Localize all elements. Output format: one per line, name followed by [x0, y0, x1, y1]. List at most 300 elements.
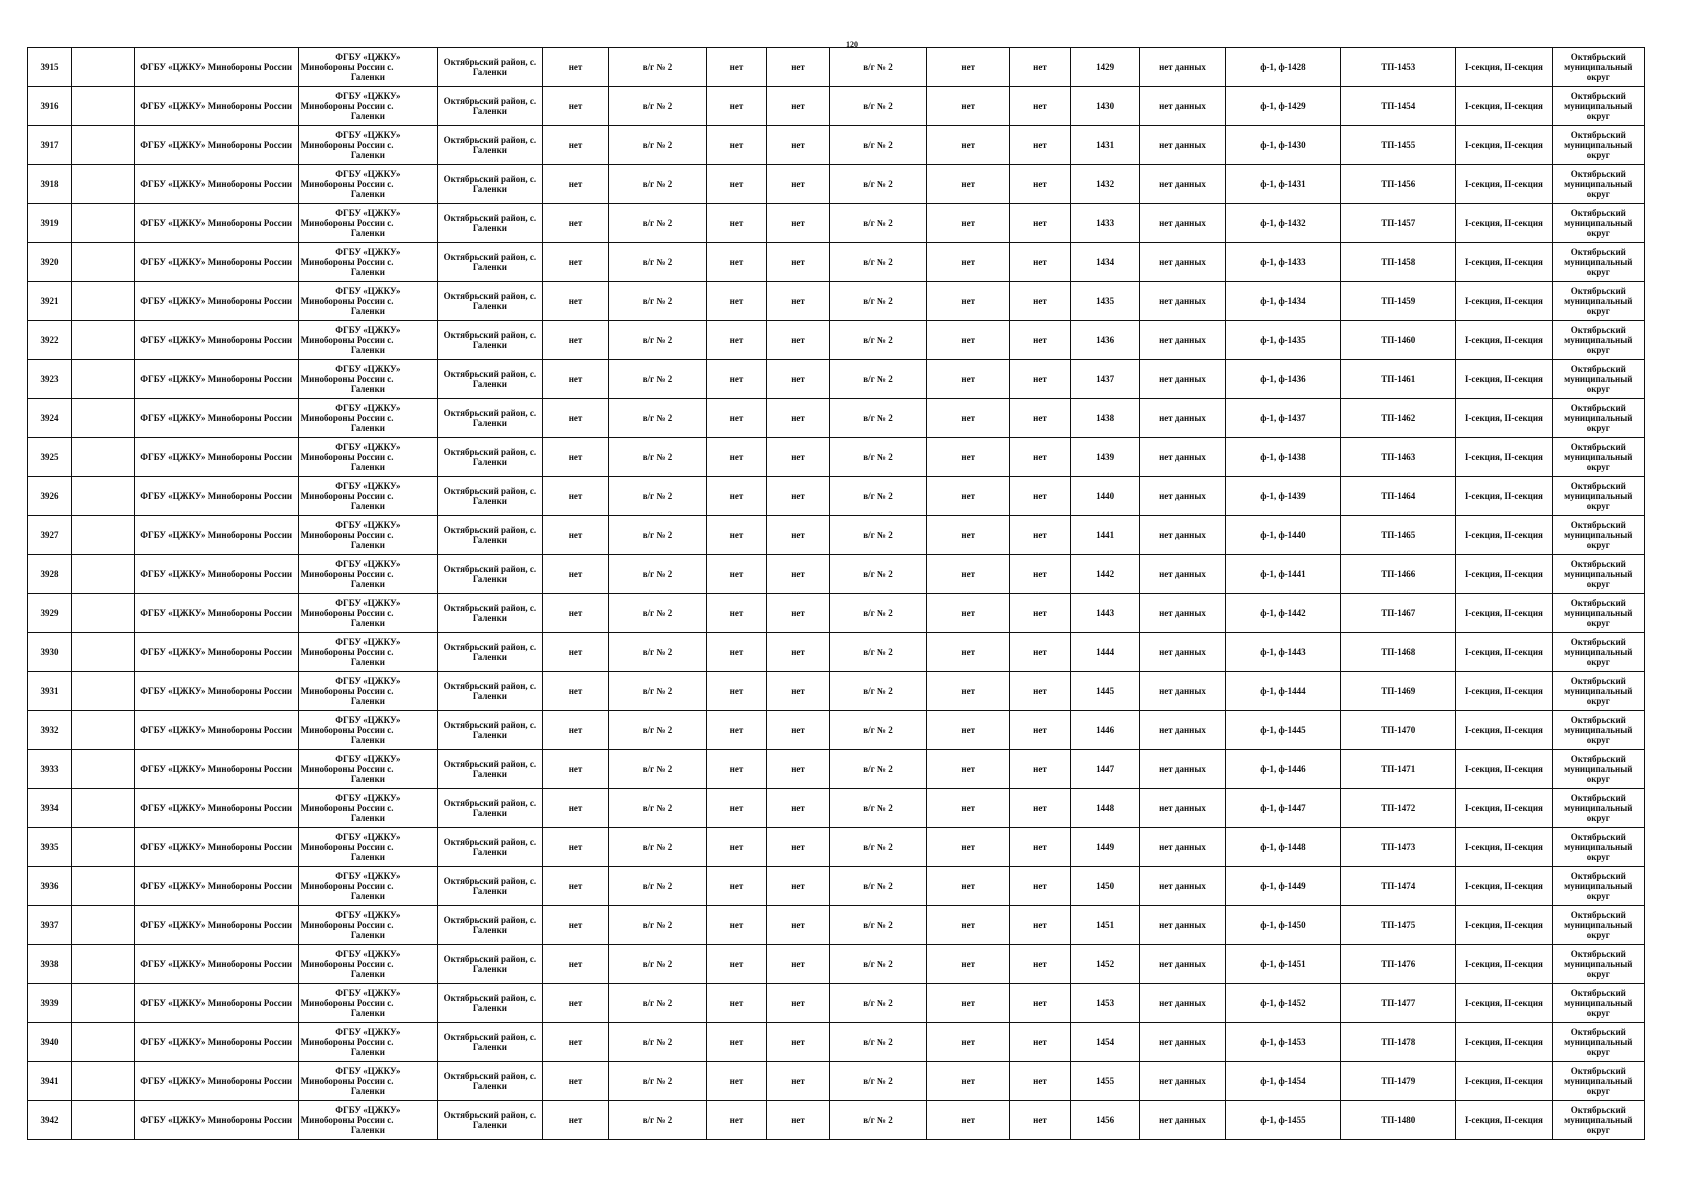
- flag-cell: нет: [542, 516, 609, 555]
- owner-cell: ФГБУ «ЦЖКУ» Минобороны России: [134, 243, 298, 282]
- flag-cell: нет: [927, 360, 1010, 399]
- military-town-cell: в/г № 2: [609, 321, 706, 360]
- table-row: [28, 87, 1645, 126]
- feeder-cell: ф-1, ф-1434: [1225, 282, 1341, 321]
- flag-cell: нет: [706, 165, 766, 204]
- owner-detail-line: Минобороны России с.: [300, 374, 394, 384]
- address-cell: Октябрьский район, с. Галенки: [438, 1101, 543, 1140]
- owner-detail-line: Галенки: [350, 384, 385, 394]
- empty-cell: [72, 555, 135, 594]
- owner-cell: ФГБУ «ЦЖКУ» Минобороны России: [134, 828, 298, 867]
- object-id-cell: 1456: [1070, 1101, 1140, 1140]
- empty-cell: [72, 906, 135, 945]
- section-cell: I-секция, II-секция: [1456, 165, 1552, 204]
- flag-cell: нет: [1010, 204, 1070, 243]
- military-town-cell: в/г № 2: [829, 555, 926, 594]
- object-id-cell: 1432: [1070, 165, 1140, 204]
- military-town-cell: в/г № 2: [609, 48, 706, 87]
- row-number-cell: 3921: [28, 282, 72, 321]
- address-cell: Октябрьский район, с. Галенки: [438, 399, 543, 438]
- section-cell: I-секция, II-секция: [1456, 711, 1552, 750]
- section-cell: I-секция, II-секция: [1456, 750, 1552, 789]
- owner-detail-line: Минобороны России с.: [300, 803, 394, 813]
- flag-cell: нет: [767, 945, 830, 984]
- section-cell: I-секция, II-секция: [1456, 633, 1552, 672]
- flag-cell: нет: [927, 282, 1010, 321]
- table-row: [28, 165, 1645, 204]
- empty-cell: [72, 633, 135, 672]
- section-cell: I-секция, II-секция: [1456, 1062, 1552, 1101]
- flag-cell: нет: [767, 594, 830, 633]
- military-town-cell: в/г № 2: [609, 243, 706, 282]
- section-cell: I-секция, II-секция: [1456, 1023, 1552, 1062]
- substation-cell: ТП-1479: [1341, 1062, 1456, 1101]
- owner-detail-line: Минобороны России с.: [300, 1037, 394, 1047]
- feeder-cell: ф-1, ф-1446: [1225, 750, 1341, 789]
- owner-detail-line: Минобороны России с.: [300, 842, 394, 852]
- row-number-cell: 3926: [28, 477, 72, 516]
- flag-cell: нет: [706, 399, 766, 438]
- table-row: [28, 555, 1645, 594]
- military-town-cell: в/г № 2: [609, 1101, 706, 1140]
- owner-detail-line: Галенки: [350, 540, 385, 550]
- owner-detail-line: ФГБУ «ЦЖКУ»: [335, 871, 401, 881]
- flag-cell: нет: [927, 48, 1010, 87]
- military-town-cell: в/г № 2: [609, 282, 706, 321]
- flag-cell: нет: [1010, 87, 1070, 126]
- owner-cell: ФГБУ «ЦЖКУ» Минобороны России: [134, 594, 298, 633]
- flag-cell: нет: [927, 750, 1010, 789]
- flag-cell: нет: [927, 1062, 1010, 1101]
- flag-cell: нет: [706, 555, 766, 594]
- owner-detail-line: Минобороны России с.: [300, 1076, 394, 1086]
- flag-cell: нет: [767, 126, 830, 165]
- flag-cell: нет: [927, 594, 1010, 633]
- substation-cell: ТП-1471: [1341, 750, 1456, 789]
- flag-cell: нет: [1010, 672, 1070, 711]
- district-cell: Октябрьский муниципальный округ: [1552, 633, 1644, 672]
- flag-cell: нет: [542, 633, 609, 672]
- flag-cell: нет: [706, 321, 766, 360]
- flag-cell: нет: [1010, 906, 1070, 945]
- flag-cell: нет: [1010, 711, 1070, 750]
- flag-cell: нет: [706, 87, 766, 126]
- owner-detail-line: ФГБУ «ЦЖКУ»: [335, 559, 401, 569]
- data-status-cell: нет данных: [1140, 399, 1225, 438]
- military-town-cell: в/г № 2: [609, 87, 706, 126]
- flag-cell: нет: [1010, 945, 1070, 984]
- flag-cell: нет: [767, 516, 830, 555]
- owner-cell: ФГБУ «ЦЖКУ» Минобороны России: [134, 633, 298, 672]
- owner-detail-line: Минобороны России с.: [300, 569, 394, 579]
- flag-cell: нет: [542, 906, 609, 945]
- substation-cell: ТП-1468: [1341, 633, 1456, 672]
- address-cell: Октябрьский район, с. Галенки: [438, 594, 543, 633]
- flag-cell: нет: [706, 984, 766, 1023]
- flag-cell: нет: [1010, 633, 1070, 672]
- section-cell: I-секция, II-секция: [1456, 984, 1552, 1023]
- owner-detail-line: Галенки: [350, 228, 385, 238]
- object-id-cell: 1436: [1070, 321, 1140, 360]
- data-status-cell: нет данных: [1140, 243, 1225, 282]
- owner-detail-line: ФГБУ «ЦЖКУ»: [335, 130, 401, 140]
- section-cell: I-секция, II-секция: [1456, 87, 1552, 126]
- owner-detail-line: Галенки: [350, 735, 385, 745]
- flag-cell: нет: [542, 867, 609, 906]
- owner-detail-cell: [298, 282, 437, 321]
- empty-cell: [72, 477, 135, 516]
- address-cell: Октябрьский район, с. Галенки: [438, 1062, 543, 1101]
- data-status-cell: нет данных: [1140, 48, 1225, 87]
- flag-cell: нет: [767, 906, 830, 945]
- substation-cell: ТП-1465: [1341, 516, 1456, 555]
- empty-cell: [72, 204, 135, 243]
- feeder-cell: ф-1, ф-1449: [1225, 867, 1341, 906]
- owner-detail-line: Минобороны России с.: [300, 647, 394, 657]
- owner-detail-line: Минобороны России с.: [300, 959, 394, 969]
- flag-cell: нет: [1010, 516, 1070, 555]
- flag-cell: нет: [706, 48, 766, 87]
- flag-cell: нет: [927, 516, 1010, 555]
- flag-cell: нет: [767, 1023, 830, 1062]
- owner-detail-cell: [298, 516, 437, 555]
- substation-cell: ТП-1453: [1341, 48, 1456, 87]
- data-status-cell: нет данных: [1140, 945, 1225, 984]
- substation-cell: ТП-1473: [1341, 828, 1456, 867]
- object-id-cell: 1429: [1070, 48, 1140, 87]
- flag-cell: нет: [1010, 360, 1070, 399]
- table-row: [28, 399, 1645, 438]
- military-town-cell: в/г № 2: [829, 126, 926, 165]
- empty-cell: [72, 867, 135, 906]
- owner-detail-line: Галенки: [350, 72, 385, 82]
- section-cell: I-секция, II-секция: [1456, 945, 1552, 984]
- object-id-cell: 1452: [1070, 945, 1140, 984]
- flag-cell: нет: [767, 711, 830, 750]
- flag-cell: нет: [1010, 165, 1070, 204]
- flag-cell: нет: [927, 438, 1010, 477]
- table-row: [28, 1101, 1645, 1140]
- owner-detail-line: ФГБУ «ЦЖКУ»: [335, 208, 401, 218]
- flag-cell: нет: [706, 594, 766, 633]
- flag-cell: нет: [706, 477, 766, 516]
- empty-cell: [72, 438, 135, 477]
- empty-cell: [72, 360, 135, 399]
- military-town-cell: в/г № 2: [829, 594, 926, 633]
- empty-cell: [72, 282, 135, 321]
- feeder-cell: ф-1, ф-1447: [1225, 789, 1341, 828]
- substation-cell: ТП-1466: [1341, 555, 1456, 594]
- owner-detail-line: ФГБУ «ЦЖКУ»: [335, 325, 401, 335]
- row-number-cell: 3923: [28, 360, 72, 399]
- flag-cell: нет: [767, 555, 830, 594]
- owner-cell: ФГБУ «ЦЖКУ» Минобороны России: [134, 867, 298, 906]
- owner-detail-cell: [298, 399, 437, 438]
- owner-detail-line: Минобороны России с.: [300, 257, 394, 267]
- military-town-cell: в/г № 2: [829, 399, 926, 438]
- substation-cell: ТП-1463: [1341, 438, 1456, 477]
- table-row: [28, 672, 1645, 711]
- military-town-cell: в/г № 2: [609, 711, 706, 750]
- flag-cell: нет: [542, 438, 609, 477]
- substation-cell: ТП-1480: [1341, 1101, 1456, 1140]
- owner-cell: ФГБУ «ЦЖКУ» Минобороны России: [134, 126, 298, 165]
- data-status-cell: нет данных: [1140, 126, 1225, 165]
- military-town-cell: в/г № 2: [609, 555, 706, 594]
- address-cell: Октябрьский район, с. Галенки: [438, 282, 543, 321]
- flag-cell: нет: [542, 945, 609, 984]
- section-cell: I-секция, II-секция: [1456, 126, 1552, 165]
- owner-cell: ФГБУ «ЦЖКУ» Минобороны России: [134, 789, 298, 828]
- object-id-cell: 1442: [1070, 555, 1140, 594]
- owner-detail-line: Галенки: [350, 891, 385, 901]
- address-cell: Октябрьский район, с. Галенки: [438, 672, 543, 711]
- owner-detail-cell: [298, 633, 437, 672]
- owner-detail-line: ФГБУ «ЦЖКУ»: [335, 286, 401, 296]
- section-cell: I-секция, II-секция: [1456, 672, 1552, 711]
- object-id-cell: 1435: [1070, 282, 1140, 321]
- substation-cell: ТП-1474: [1341, 867, 1456, 906]
- feeder-cell: ф-1, ф-1436: [1225, 360, 1341, 399]
- row-number-cell: 3936: [28, 867, 72, 906]
- flag-cell: нет: [927, 126, 1010, 165]
- flag-cell: нет: [767, 399, 830, 438]
- section-cell: I-секция, II-секция: [1456, 828, 1552, 867]
- district-cell: Октябрьский муниципальный округ: [1552, 477, 1644, 516]
- district-cell: Октябрьский муниципальный округ: [1552, 828, 1644, 867]
- flag-cell: нет: [1010, 555, 1070, 594]
- table-row: [28, 321, 1645, 360]
- object-id-cell: 1448: [1070, 789, 1140, 828]
- military-town-cell: в/г № 2: [609, 867, 706, 906]
- empty-cell: [72, 399, 135, 438]
- district-cell: Октябрьский муниципальный округ: [1552, 165, 1644, 204]
- military-town-cell: в/г № 2: [609, 438, 706, 477]
- owner-detail-line: ФГБУ «ЦЖКУ»: [335, 754, 401, 764]
- data-status-cell: нет данных: [1140, 1023, 1225, 1062]
- row-number-cell: 3919: [28, 204, 72, 243]
- address-cell: Октябрьский район, с. Галенки: [438, 984, 543, 1023]
- military-town-cell: в/г № 2: [609, 750, 706, 789]
- military-town-cell: в/г № 2: [829, 516, 926, 555]
- section-cell: I-секция, II-секция: [1456, 360, 1552, 399]
- military-town-cell: в/г № 2: [829, 321, 926, 360]
- owner-detail-line: ФГБУ «ЦЖКУ»: [335, 1027, 401, 1037]
- military-town-cell: в/г № 2: [829, 672, 926, 711]
- substation-cell: ТП-1461: [1341, 360, 1456, 399]
- feeder-cell: ф-1, ф-1455: [1225, 1101, 1341, 1140]
- owner-cell: ФГБУ «ЦЖКУ» Минобороны России: [134, 984, 298, 1023]
- empty-cell: [72, 1062, 135, 1101]
- flag-cell: нет: [1010, 282, 1070, 321]
- flag-cell: нет: [927, 633, 1010, 672]
- page-number: 120: [846, 40, 858, 49]
- row-number-cell: 3931: [28, 672, 72, 711]
- owner-detail-line: Минобороны России с.: [300, 530, 394, 540]
- object-id-cell: 1454: [1070, 1023, 1140, 1062]
- data-status-cell: нет данных: [1140, 204, 1225, 243]
- flag-cell: нет: [706, 633, 766, 672]
- owner-cell: ФГБУ «ЦЖКУ» Минобороны России: [134, 1023, 298, 1062]
- flag-cell: нет: [1010, 867, 1070, 906]
- empty-cell: [72, 984, 135, 1023]
- owner-detail-line: Галенки: [350, 618, 385, 628]
- object-id-cell: 1455: [1070, 1062, 1140, 1101]
- district-cell: Октябрьский муниципальный округ: [1552, 516, 1644, 555]
- owner-detail-line: ФГБУ «ЦЖКУ»: [335, 1105, 401, 1115]
- row-number-cell: 3920: [28, 243, 72, 282]
- object-id-cell: 1438: [1070, 399, 1140, 438]
- object-id-cell: 1447: [1070, 750, 1140, 789]
- object-id-cell: 1443: [1070, 594, 1140, 633]
- owner-cell: ФГБУ «ЦЖКУ» Минобороны России: [134, 1062, 298, 1101]
- address-cell: Октябрьский район, с. Галенки: [438, 633, 543, 672]
- address-cell: Октябрьский район, с. Галенки: [438, 789, 543, 828]
- empty-cell: [72, 1101, 135, 1140]
- military-town-cell: в/г № 2: [829, 48, 926, 87]
- address-cell: Октябрьский район, с. Галенки: [438, 750, 543, 789]
- object-id-cell: 1430: [1070, 87, 1140, 126]
- data-status-cell: нет данных: [1140, 594, 1225, 633]
- military-town-cell: в/г № 2: [609, 1062, 706, 1101]
- substation-cell: ТП-1459: [1341, 282, 1456, 321]
- flag-cell: нет: [542, 828, 609, 867]
- row-number-cell: 3933: [28, 750, 72, 789]
- flag-cell: нет: [706, 204, 766, 243]
- feeder-cell: ф-1, ф-1450: [1225, 906, 1341, 945]
- flag-cell: нет: [927, 828, 1010, 867]
- flag-cell: нет: [706, 945, 766, 984]
- row-number-cell: 3942: [28, 1101, 72, 1140]
- object-id-cell: 1445: [1070, 672, 1140, 711]
- object-id-cell: 1434: [1070, 243, 1140, 282]
- military-town-cell: в/г № 2: [829, 867, 926, 906]
- row-number-cell: 3939: [28, 984, 72, 1023]
- flag-cell: нет: [927, 321, 1010, 360]
- district-cell: Октябрьский муниципальный округ: [1552, 204, 1644, 243]
- flag-cell: нет: [706, 516, 766, 555]
- table-row: [28, 906, 1645, 945]
- row-number-cell: 3929: [28, 594, 72, 633]
- district-cell: Октябрьский муниципальный округ: [1552, 438, 1644, 477]
- flag-cell: нет: [542, 789, 609, 828]
- district-cell: Октябрьский муниципальный округ: [1552, 750, 1644, 789]
- address-cell: Октябрьский район, с. Галенки: [438, 516, 543, 555]
- table-row: [28, 282, 1645, 321]
- owner-cell: ФГБУ «ЦЖКУ» Минобороны России: [134, 906, 298, 945]
- owner-detail-line: Галенки: [350, 501, 385, 511]
- owner-detail-line: Минобороны России с.: [300, 140, 394, 150]
- flag-cell: нет: [767, 438, 830, 477]
- object-id-cell: 1441: [1070, 516, 1140, 555]
- flag-cell: нет: [767, 828, 830, 867]
- owner-detail-line: Галенки: [350, 1008, 385, 1018]
- empty-cell: [72, 516, 135, 555]
- flag-cell: нет: [927, 1023, 1010, 1062]
- flag-cell: нет: [767, 477, 830, 516]
- flag-cell: нет: [1010, 1101, 1070, 1140]
- row-number-cell: 3930: [28, 633, 72, 672]
- data-status-cell: нет данных: [1140, 1062, 1225, 1101]
- owner-detail-line: Минобороны России с.: [300, 998, 394, 1008]
- substation-cell: ТП-1457: [1341, 204, 1456, 243]
- owner-cell: ФГБУ «ЦЖКУ» Минобороны России: [134, 1101, 298, 1140]
- data-status-cell: нет данных: [1140, 477, 1225, 516]
- owner-cell: ФГБУ «ЦЖКУ» Минобороны России: [134, 438, 298, 477]
- flag-cell: нет: [706, 906, 766, 945]
- owner-cell: ФГБУ «ЦЖКУ» Минобороны России: [134, 282, 298, 321]
- district-cell: Октябрьский муниципальный округ: [1552, 1101, 1644, 1140]
- military-town-cell: в/г № 2: [829, 1101, 926, 1140]
- substation-cell: ТП-1475: [1341, 906, 1456, 945]
- substation-cell: ТП-1458: [1341, 243, 1456, 282]
- feeder-cell: ф-1, ф-1429: [1225, 87, 1341, 126]
- owner-detail-line: Галенки: [350, 462, 385, 472]
- feeder-cell: ф-1, ф-1451: [1225, 945, 1341, 984]
- owner-detail-line: Галенки: [350, 111, 385, 121]
- flag-cell: нет: [927, 1101, 1010, 1140]
- military-town-cell: в/г № 2: [829, 789, 926, 828]
- district-cell: Октябрьский муниципальный округ: [1552, 321, 1644, 360]
- empty-cell: [72, 87, 135, 126]
- military-town-cell: в/г № 2: [609, 789, 706, 828]
- flag-cell: нет: [706, 126, 766, 165]
- military-town-cell: в/г № 2: [609, 477, 706, 516]
- owner-detail-line: Галенки: [350, 696, 385, 706]
- table-row: [28, 984, 1645, 1023]
- owner-detail-line: ФГБУ «ЦЖКУ»: [335, 247, 401, 257]
- owner-detail-line: Галенки: [350, 813, 385, 823]
- feeder-cell: ф-1, ф-1448: [1225, 828, 1341, 867]
- owner-detail-line: Минобороны России с.: [300, 764, 394, 774]
- substation-cell: ТП-1477: [1341, 984, 1456, 1023]
- address-cell: Октябрьский район, с. Галенки: [438, 828, 543, 867]
- feeder-cell: ф-1, ф-1444: [1225, 672, 1341, 711]
- military-town-cell: в/г № 2: [829, 165, 926, 204]
- feeder-cell: ф-1, ф-1439: [1225, 477, 1341, 516]
- flag-cell: нет: [542, 321, 609, 360]
- data-status-cell: нет данных: [1140, 828, 1225, 867]
- registry-table: [27, 47, 1645, 1140]
- flag-cell: нет: [542, 282, 609, 321]
- row-number-cell: 3937: [28, 906, 72, 945]
- row-number-cell: 3916: [28, 87, 72, 126]
- section-cell: I-секция, II-секция: [1456, 516, 1552, 555]
- feeder-cell: ф-1, ф-1443: [1225, 633, 1341, 672]
- substation-cell: ТП-1467: [1341, 594, 1456, 633]
- flag-cell: нет: [706, 282, 766, 321]
- flag-cell: нет: [1010, 438, 1070, 477]
- empty-cell: [72, 711, 135, 750]
- owner-detail-line: ФГБУ «ЦЖКУ»: [335, 637, 401, 647]
- table-row: [28, 516, 1645, 555]
- empty-cell: [72, 126, 135, 165]
- owner-cell: ФГБУ «ЦЖКУ» Минобороны России: [134, 360, 298, 399]
- owner-detail-line: Галенки: [350, 345, 385, 355]
- flag-cell: нет: [927, 204, 1010, 243]
- object-id-cell: 1440: [1070, 477, 1140, 516]
- row-number-cell: 3917: [28, 126, 72, 165]
- flag-cell: нет: [1010, 594, 1070, 633]
- row-number-cell: 3922: [28, 321, 72, 360]
- military-town-cell: в/г № 2: [829, 87, 926, 126]
- owner-detail-cell: [298, 477, 437, 516]
- owner-detail-cell: [298, 828, 437, 867]
- district-cell: Октябрьский муниципальный округ: [1552, 945, 1644, 984]
- feeder-cell: ф-1, ф-1430: [1225, 126, 1341, 165]
- military-town-cell: в/г № 2: [829, 750, 926, 789]
- military-town-cell: в/г № 2: [829, 984, 926, 1023]
